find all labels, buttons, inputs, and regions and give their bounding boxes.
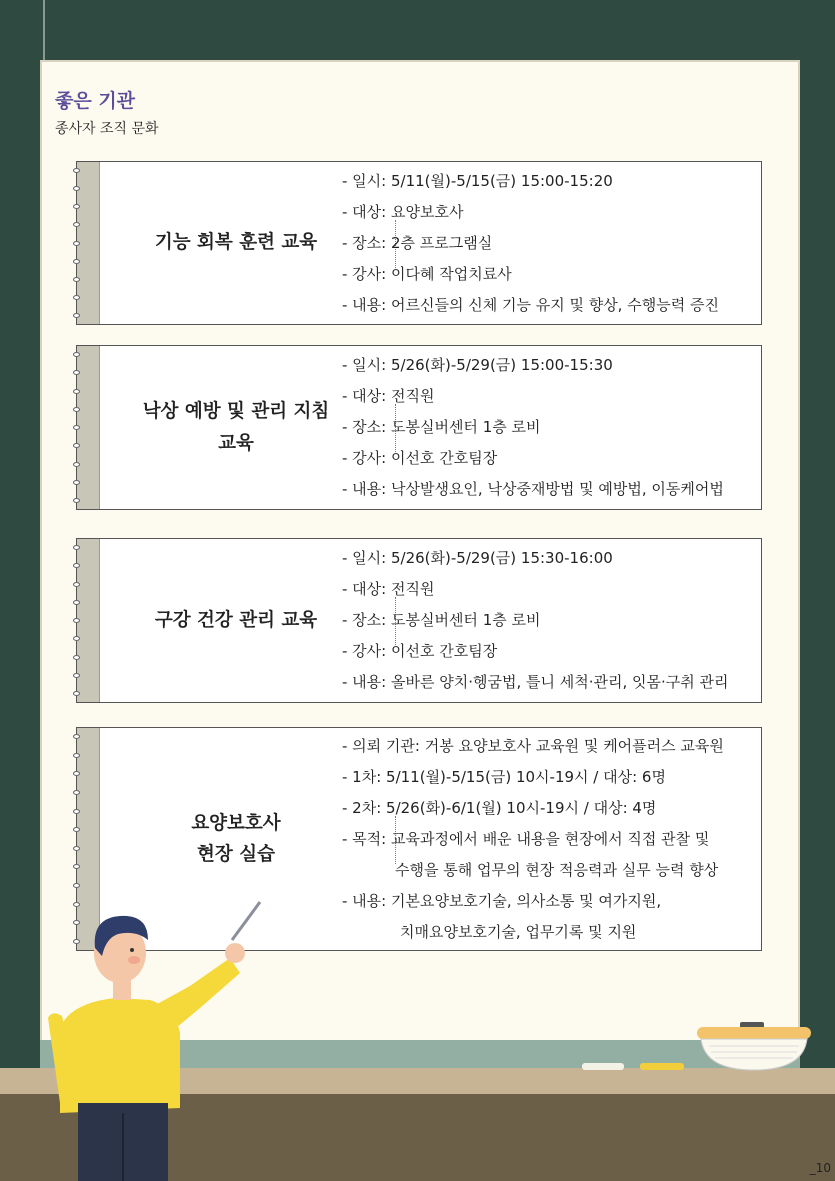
card-title: 낙상 예방 및 관리 지침 교육 — [142, 401, 330, 454]
detail-line: - 장소: 2층 프로그램실 — [342, 233, 493, 252]
detail-line: - 내용: 기본요양보호기술, 의사소통 및 여가지원, — [342, 891, 662, 910]
chalk-yellow — [640, 1063, 684, 1070]
page-number: _10 — [809, 1161, 831, 1175]
card-details — [342, 346, 724, 509]
board-edge-line — [43, 0, 45, 60]
teacher-illustration — [40, 898, 270, 1181]
detail-line: - 강사: 이선호 간호팀장 — [342, 449, 498, 467]
detail-line: 치매요양보호기술, 업무기록 및 지원 — [400, 922, 637, 941]
card-details — [342, 539, 728, 702]
program-card-fall-prevention — [76, 345, 762, 510]
detail-line: 수행을 통해 업무의 현장 적응력과 실무 능력 향상 — [395, 860, 719, 879]
detail-line: - 내용: 올바른 양치·헹굼법, 틀니 세척·관리, 잇몸·구취 관리 — [342, 673, 729, 691]
detail-line: - 장소: 도봉실버센터 1층 로비 — [342, 611, 541, 629]
card-details — [342, 728, 724, 950]
card-title: 구강 건강 관리 교육 — [154, 609, 318, 631]
detail-line: - 대상: 전직원 — [342, 387, 435, 405]
detail-line: - 내용: 어르신들의 신체 기능 유지 및 향상, 수행능력 증진 — [342, 295, 719, 314]
eraser-bowl-icon — [695, 1022, 813, 1074]
detail-line: - 의뢰 기관: 거봉 요양보호사 교육원 및 케어플러스 교육원 — [342, 736, 724, 755]
detail-line: - 강사: 이다혜 작업치료사 — [342, 264, 512, 283]
notebook-rings — [73, 168, 81, 318]
detail-line: - 목적: 교육과정에서 배운 내용을 현장에서 직접 관찰 및 — [342, 829, 710, 848]
program-card-rehab — [76, 161, 762, 325]
detail-line: - 강사: 이선호 간호팀장 — [342, 642, 498, 660]
page-title: 좋은 기관 — [55, 90, 136, 112]
card-title-line: 현장 실습 — [197, 844, 275, 865]
card-title-line: 요양보호사 — [191, 812, 281, 834]
detail-line: - 내용: 낙상발생요인, 낙상중재방법 및 예방법, 이동케어법 — [342, 480, 724, 498]
detail-line: - 대상: 전직원 — [342, 580, 435, 598]
detail-line: - 2차: 5/26(화)-6/1(월) 10시-19시 / 대상: 4명 — [342, 798, 657, 817]
notebook-rings — [73, 545, 81, 696]
program-card-oral-health — [76, 538, 762, 703]
page-subtitle: 종사자 조직 문화 — [55, 121, 159, 137]
detail-line: - 일시: 5/11(월)-5/15(금) 15:00-15:20 — [342, 171, 613, 190]
card-title: 기능 회복 훈련 교육 — [154, 232, 318, 254]
detail-line: - 대상: 요양보호사 — [342, 202, 464, 221]
chalk-white — [582, 1063, 624, 1070]
card-details — [342, 162, 719, 324]
notebook-rings — [73, 352, 81, 503]
detail-line: - 일시: 5/26(화)-5/29(금) 15:30-16:00 — [342, 549, 613, 567]
detail-line: - 일시: 5/26(화)-5/29(금) 15:00-15:30 — [342, 356, 613, 374]
detail-line: - 장소: 도봉실버센터 1층 로비 — [342, 418, 541, 436]
detail-line: - 1차: 5/11(월)-5/15(금) 10시-19시 / 대상: 6명 — [342, 767, 666, 786]
